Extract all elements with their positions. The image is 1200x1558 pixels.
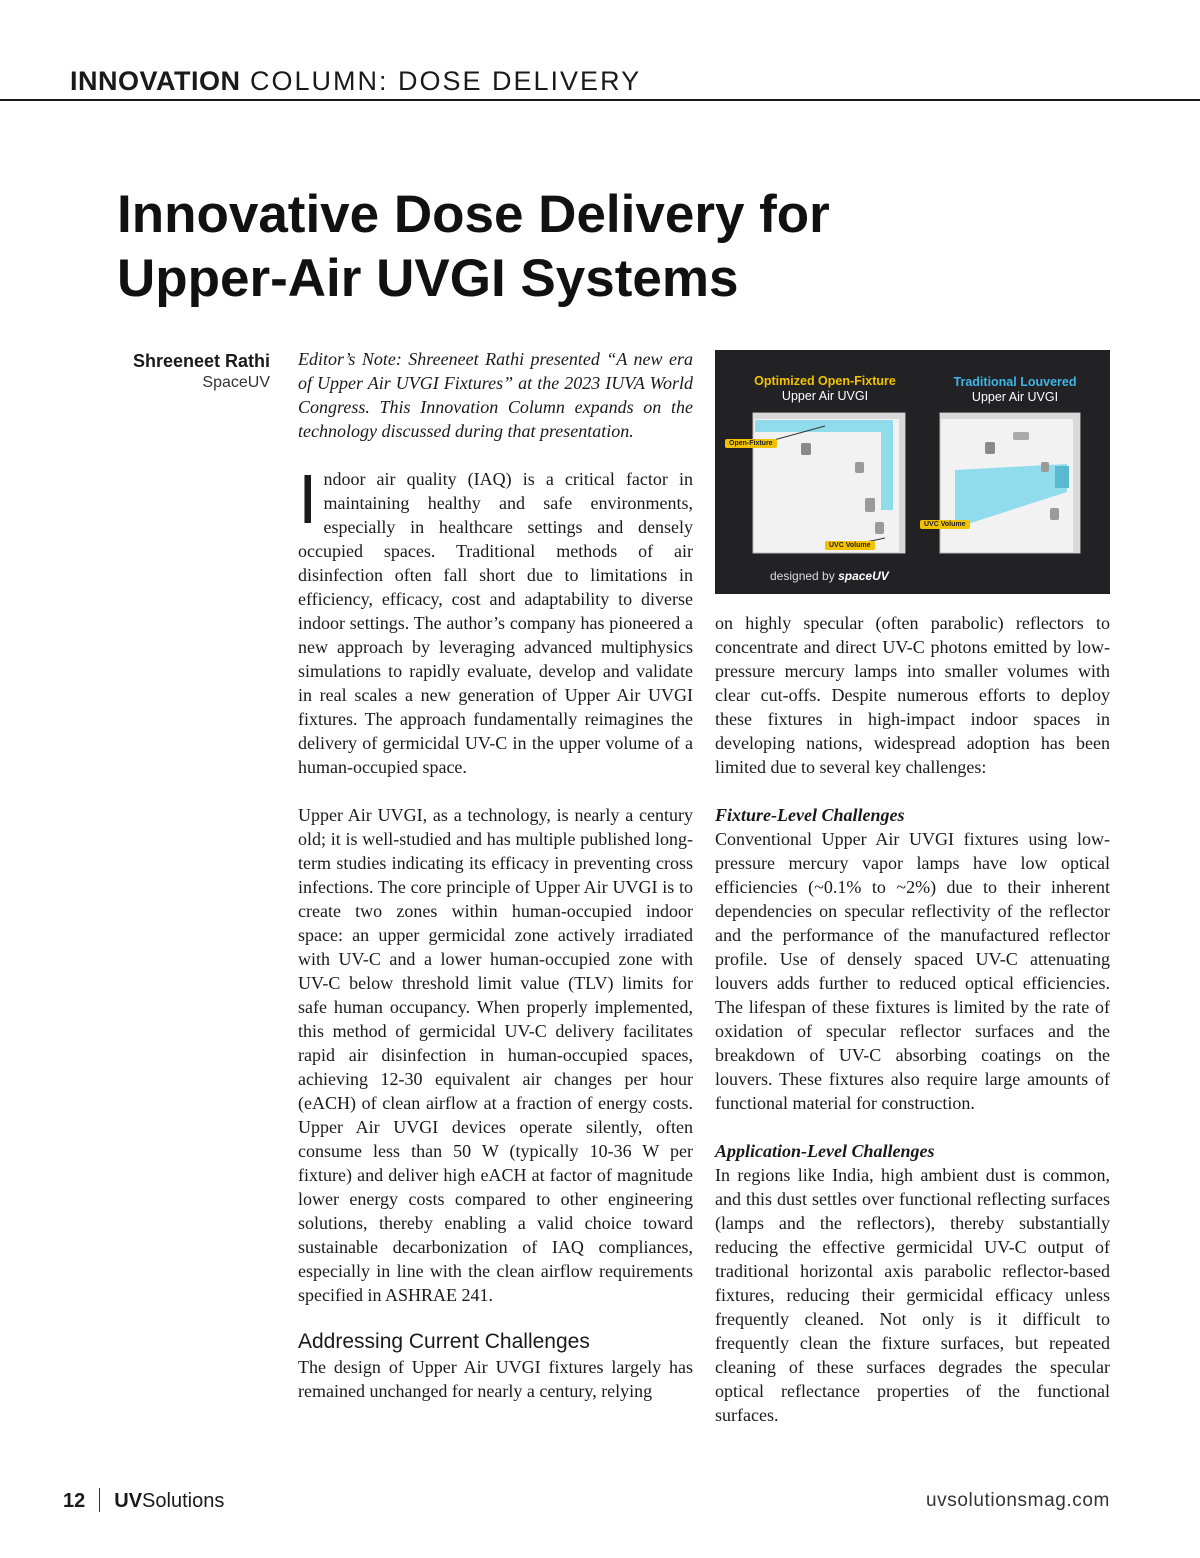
- body-paragraph-3: The design of Upper Air UVGI fixtures largely has remained unchanged for nearly a century, relying: [298, 1357, 693, 1401]
- column-topic: COLUMN: DOSE DELIVERY: [240, 66, 642, 96]
- section-heading: Addressing Current Challenges: [298, 1330, 590, 1353]
- figure-right-title-accent: Traditional Louvered: [953, 375, 1077, 389]
- figure-left-title-sub: Upper Air UVGI: [781, 389, 869, 403]
- body-paragraph-5: In regions like India, high ambient dust is common, and this dust settles over functional reflecting surfaces (lamps and the reflectors), thereby substantially reducing the effective germicidal UV-C output of traditional horizontal axis parabolic reflector-based fixtures, reducing their germicidal efficacy unless frequently cleaned. Not only is it difficult to frequently clean the fixture surfaces, but repeated cleaning of these surfaces degrades the specular optical reflectance properties of the functional surfaces.: [715, 1165, 1110, 1425]
- subheading-fixture-level: Fixture-Level Challenges: [715, 805, 905, 825]
- subheading-application-level: Application-Level Challenges: [715, 1141, 935, 1161]
- footer-left: [63, 1488, 224, 1513]
- figure-illustration: [715, 350, 1110, 594]
- watermark-prefix: designed by: [770, 569, 839, 583]
- editor-note: Editor’s Note: Shreeneet Rathi presented “A new era of Upper Air UVGI Fixtures” at the 2023 IUVA World Congress. This Innovation Column expands on the technology discussed during that presentation.: [298, 349, 693, 441]
- article-title: [117, 183, 1017, 311]
- body-paragraph-2: Upper Air UVGI, as a technology, is nearly a century old; it is well-studied and has multiple published long-term studies indicating its efficacy in preventing cross infections. The core principle of Upper Air UVGI is to create two zones within human-occupied indoor space: an upper germicidal zone actively irradiated with UV-C and a lower human-occupied zone with UV-C below threshold limit value (TLV) limits for safe human occupancy. When properly implemented, this method of germicidal UV-C delivery facilitates rapid air disinfection in human-occupied spaces, achieving 12-30 equivalent air changes per hour (eACH) of clean airflow at a fraction of energy costs. Upper Air UVGI devices operate silently, often consume less than 50 W (typically 10-36 W per fixture) and deliver high eACH at factor of magnitude lower energy costs compared to other engineering solutions, thereby enabling a valid choice toward sustainable decarbonization of IAQ compliances, especially in line with the clean airflow requirements specified in ASHRAE 241.: [298, 805, 693, 1305]
- title-line-2: Upper-Air UVGI Systems: [117, 249, 739, 308]
- header-rule: [0, 99, 1200, 101]
- footer-website[interactable]: uvsolutionsmag.com: [926, 1490, 1110, 1511]
- footer-separator: [99, 1488, 100, 1512]
- body-paragraph-1-text: ndoor air quality (IAQ) is a critical factor in maintaining healthy and safe environments, especially in healthcare settings and densely occupied spaces. Traditional methods of air disinfection often fall short due to limitations in efficiency, efficacy, cost and adaptability to diverse indoor settings. The author’s company has pioneered a new approach by leveraging advanced multiphysics simulations to rapidly evaluate, develop and validate in real scales a new generation of Upper Air UVGI fixtures. The approach fundamentally reimagines the delivery of germicidal UV-C in the upper volume of a human-occupied space.: [298, 469, 693, 777]
- comparison-figure: [715, 350, 1110, 594]
- body-paragraph-1: [298, 460, 693, 779]
- column-right: [715, 611, 1110, 1427]
- body-paragraph-4: Conventional Upper Air UVGI fixtures using low-pressure mercury vapor lamps have low optical efficiencies (~0.1% to ~2%) due to their inherent dependencies on specular reflectivity of the reflector and the performance of the manufactured reflector profile. Use of densely spaced UV-C attenuating louvers adds further to reduced optical efficiencies. The lifespan of these fixtures is limited by the rate of oxidation of specular reflector surfaces and the breakdown of UV-C absorbing coatings on the louvers. These fixtures also require large amounts of functional material for construction.: [715, 829, 1110, 1113]
- column-keyword: INNOVATION: [70, 66, 241, 96]
- uvc-volume-label-right: UVC Volume: [920, 520, 970, 529]
- figure-right-title-sub: Upper Air UVGI: [971, 390, 1059, 404]
- magazine-name-bold: UV: [114, 1490, 143, 1512]
- magazine-name-rest: Solutions: [142, 1490, 225, 1512]
- open-fixture-label: Open-Fixture: [725, 439, 777, 448]
- author-block: [133, 350, 270, 394]
- right-room-diagram: [940, 413, 1080, 553]
- watermark-brand: spaceUV: [838, 569, 889, 583]
- uvc-volume-label-left: UVC Volume: [825, 541, 875, 550]
- figure-left-title-accent: Optimized Open-Fixture: [754, 374, 896, 388]
- drop-cap: I: [298, 460, 318, 538]
- author-org: SpaceUV: [202, 374, 270, 391]
- title-line-1: Innovative Dose Delivery for: [117, 185, 830, 244]
- column-left: [298, 347, 693, 1403]
- left-room-diagram: [753, 413, 905, 553]
- author-name: Shreeneet Rathi: [132, 351, 270, 371]
- column-header: [70, 66, 641, 97]
- page-number: 12: [63, 1490, 86, 1512]
- body-paragraph-3-continued: on highly specular (often parabolic) reflectors to concentrate and direct UV-C photons emitted by low-pressure mercury lamps into smaller volumes with clear cut-offs. Despite numerous efforts to deploy these fixtures in high-impact indoor spaces in developing nations, widespread adoption has been limited due to several key challenges:: [715, 613, 1110, 777]
- figure-watermark: [770, 569, 889, 583]
